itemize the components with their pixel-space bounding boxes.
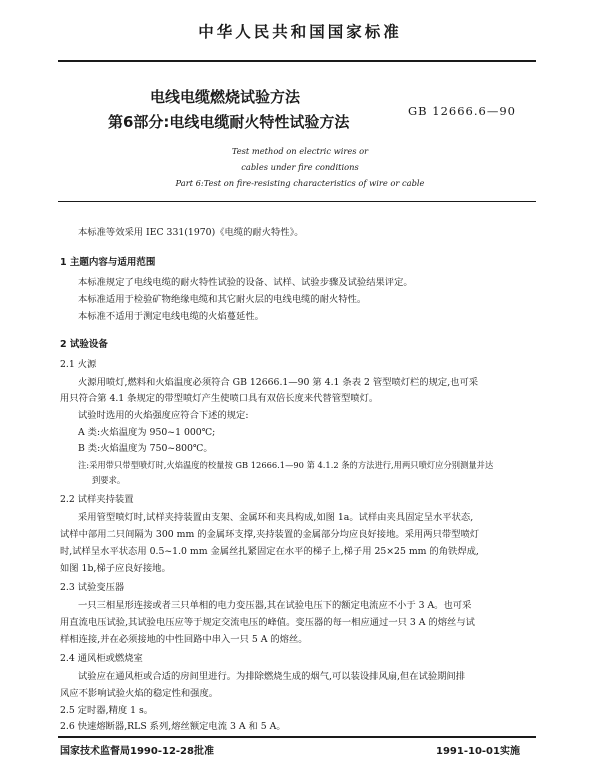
intro-paragraph: 本标准等效采用 IEC 331(1970)《电缆的耐火特性》。 <box>78 227 304 238</box>
header-rule <box>58 201 536 202</box>
clause-2-2-text: 采用管型喷灯时,试样夹持装置由支架、金属环和夹具构成,如图 1a。试样由夹具固定呈水平状态, <box>78 512 474 523</box>
clause-2-4-text: 试验应在通风柜或合适的房间里进行。为排除燃烧生成的烟气,可以装设排风扇,但在试验期间排 <box>78 671 466 682</box>
clause-2-5: 2.5 定时器,精度 1 s。 <box>60 705 154 716</box>
flame-class-b: B 类:火焰温度为 750~800℃。 <box>78 443 213 454</box>
bottom-rule <box>58 736 536 738</box>
clause-2-1-heading: 2.1 火源 <box>60 359 97 370</box>
section-1-heading: 1 主题内容与适用范围 <box>60 257 156 268</box>
clause-2-2-heading: 2.2 试样夹持装置 <box>60 494 134 505</box>
section-1-paragraph: 本标准规定了电线电缆的耐火特性试验的设备、试样、试验步骤及试验结果评定。 <box>78 277 413 288</box>
english-title-line1: Test method on electric wires or <box>231 146 369 156</box>
clause-2-4-text: 风应不影响试验火焰的稳定性和强度。 <box>60 688 219 699</box>
clause-2-3-text: 用直流电压试验,其试验电压应等于规定交流电压的峰值。变压器的每一相应通过一只 3 A 的熔丝与试 <box>60 617 475 628</box>
clause-2-2-text: 时,试样呈水平状态用 0.5~1.0 mm 金属丝扎紧固定在水平的梯子上,梯子用 25×25 mm 的角铁焊成, <box>60 546 479 557</box>
flame-class-a: A 类:火焰温度为 950~1 000℃; <box>78 427 216 438</box>
approval-date: 国家技术监督局1990-12-28批准 <box>60 746 214 757</box>
english-title-line3: Part 6:Test on fire-resisting characteristics of wire or cable <box>175 178 425 188</box>
clause-2-6: 2.6 快速熔断器,RLS 系列,熔丝额定电流 3 A 和 5 A。 <box>60 721 286 732</box>
clause-2-2-text: 试样中部用二只间隔为 300 mm 的金属环支撑,夹持装置的金属部分均应良好接地。采用两只带型喷灯 <box>60 529 480 540</box>
section-1-paragraph: 本标准适用于检验矿物绝缘电缆和其它耐火层的电线电缆的耐火特性。 <box>78 294 367 305</box>
clause-2-2-text: 如图 1b,梯子应良好接地。 <box>60 563 171 574</box>
clause-2-1-text: 火源用喷灯,燃料和火焰温度必须符合 GB 12666.1—90 第 4.1 条表 2 管型喷灯栏的规定,也可采 <box>78 377 479 388</box>
standard-title-line1: 电线电缆燃烧试验方法 <box>150 88 301 106</box>
clause-2-1-note: 注:采用带只带型喷灯时,火焰温度的校量按 GB 12666.1—90 第 4.1.2 条的方法进行,用两只喷灯应分别测量并达 <box>78 460 494 470</box>
english-title-line2: cables under fire conditions <box>241 162 359 172</box>
clause-2-1-note: 到要求。 <box>92 475 126 485</box>
standard-number: GB 12666.6—90 <box>408 104 516 118</box>
clause-2-1-text: 试验时选用的火焰强度应符合下述的规定: <box>78 410 249 421</box>
clause-2-3-text: 一只三相星形连接或者三只单相的电力变压器,其在试验电压下的额定电流应不小于 3 A。也可采 <box>78 600 472 611</box>
clause-2-3-heading: 2.3 试验变压器 <box>60 582 125 593</box>
clause-2-3-text: 样相连接,并在必须接地的中性回路中串入一只 5 A 的熔丝。 <box>60 634 308 645</box>
clause-2-4-heading: 2.4 通风柜或燃烧室 <box>60 653 143 664</box>
standard-title-line2: 第6部分:电线电缆耐火特性试验方法 <box>108 113 350 131</box>
top-rule <box>58 60 536 62</box>
section-1-paragraph: 本标准不适用于测定电线电缆的火焰蔓延性。 <box>78 311 264 322</box>
implementation-date: 1991-10-01实施 <box>436 746 520 757</box>
clause-2-1-text: 用只符合第 4.1 条规定的带型喷灯产生使喷口具有双倍长度来代替管型喷灯。 <box>60 393 379 404</box>
section-2-heading: 2 试验设备 <box>60 339 108 350</box>
country-standard-title: 中华人民共和国国家标准 <box>198 23 402 41</box>
